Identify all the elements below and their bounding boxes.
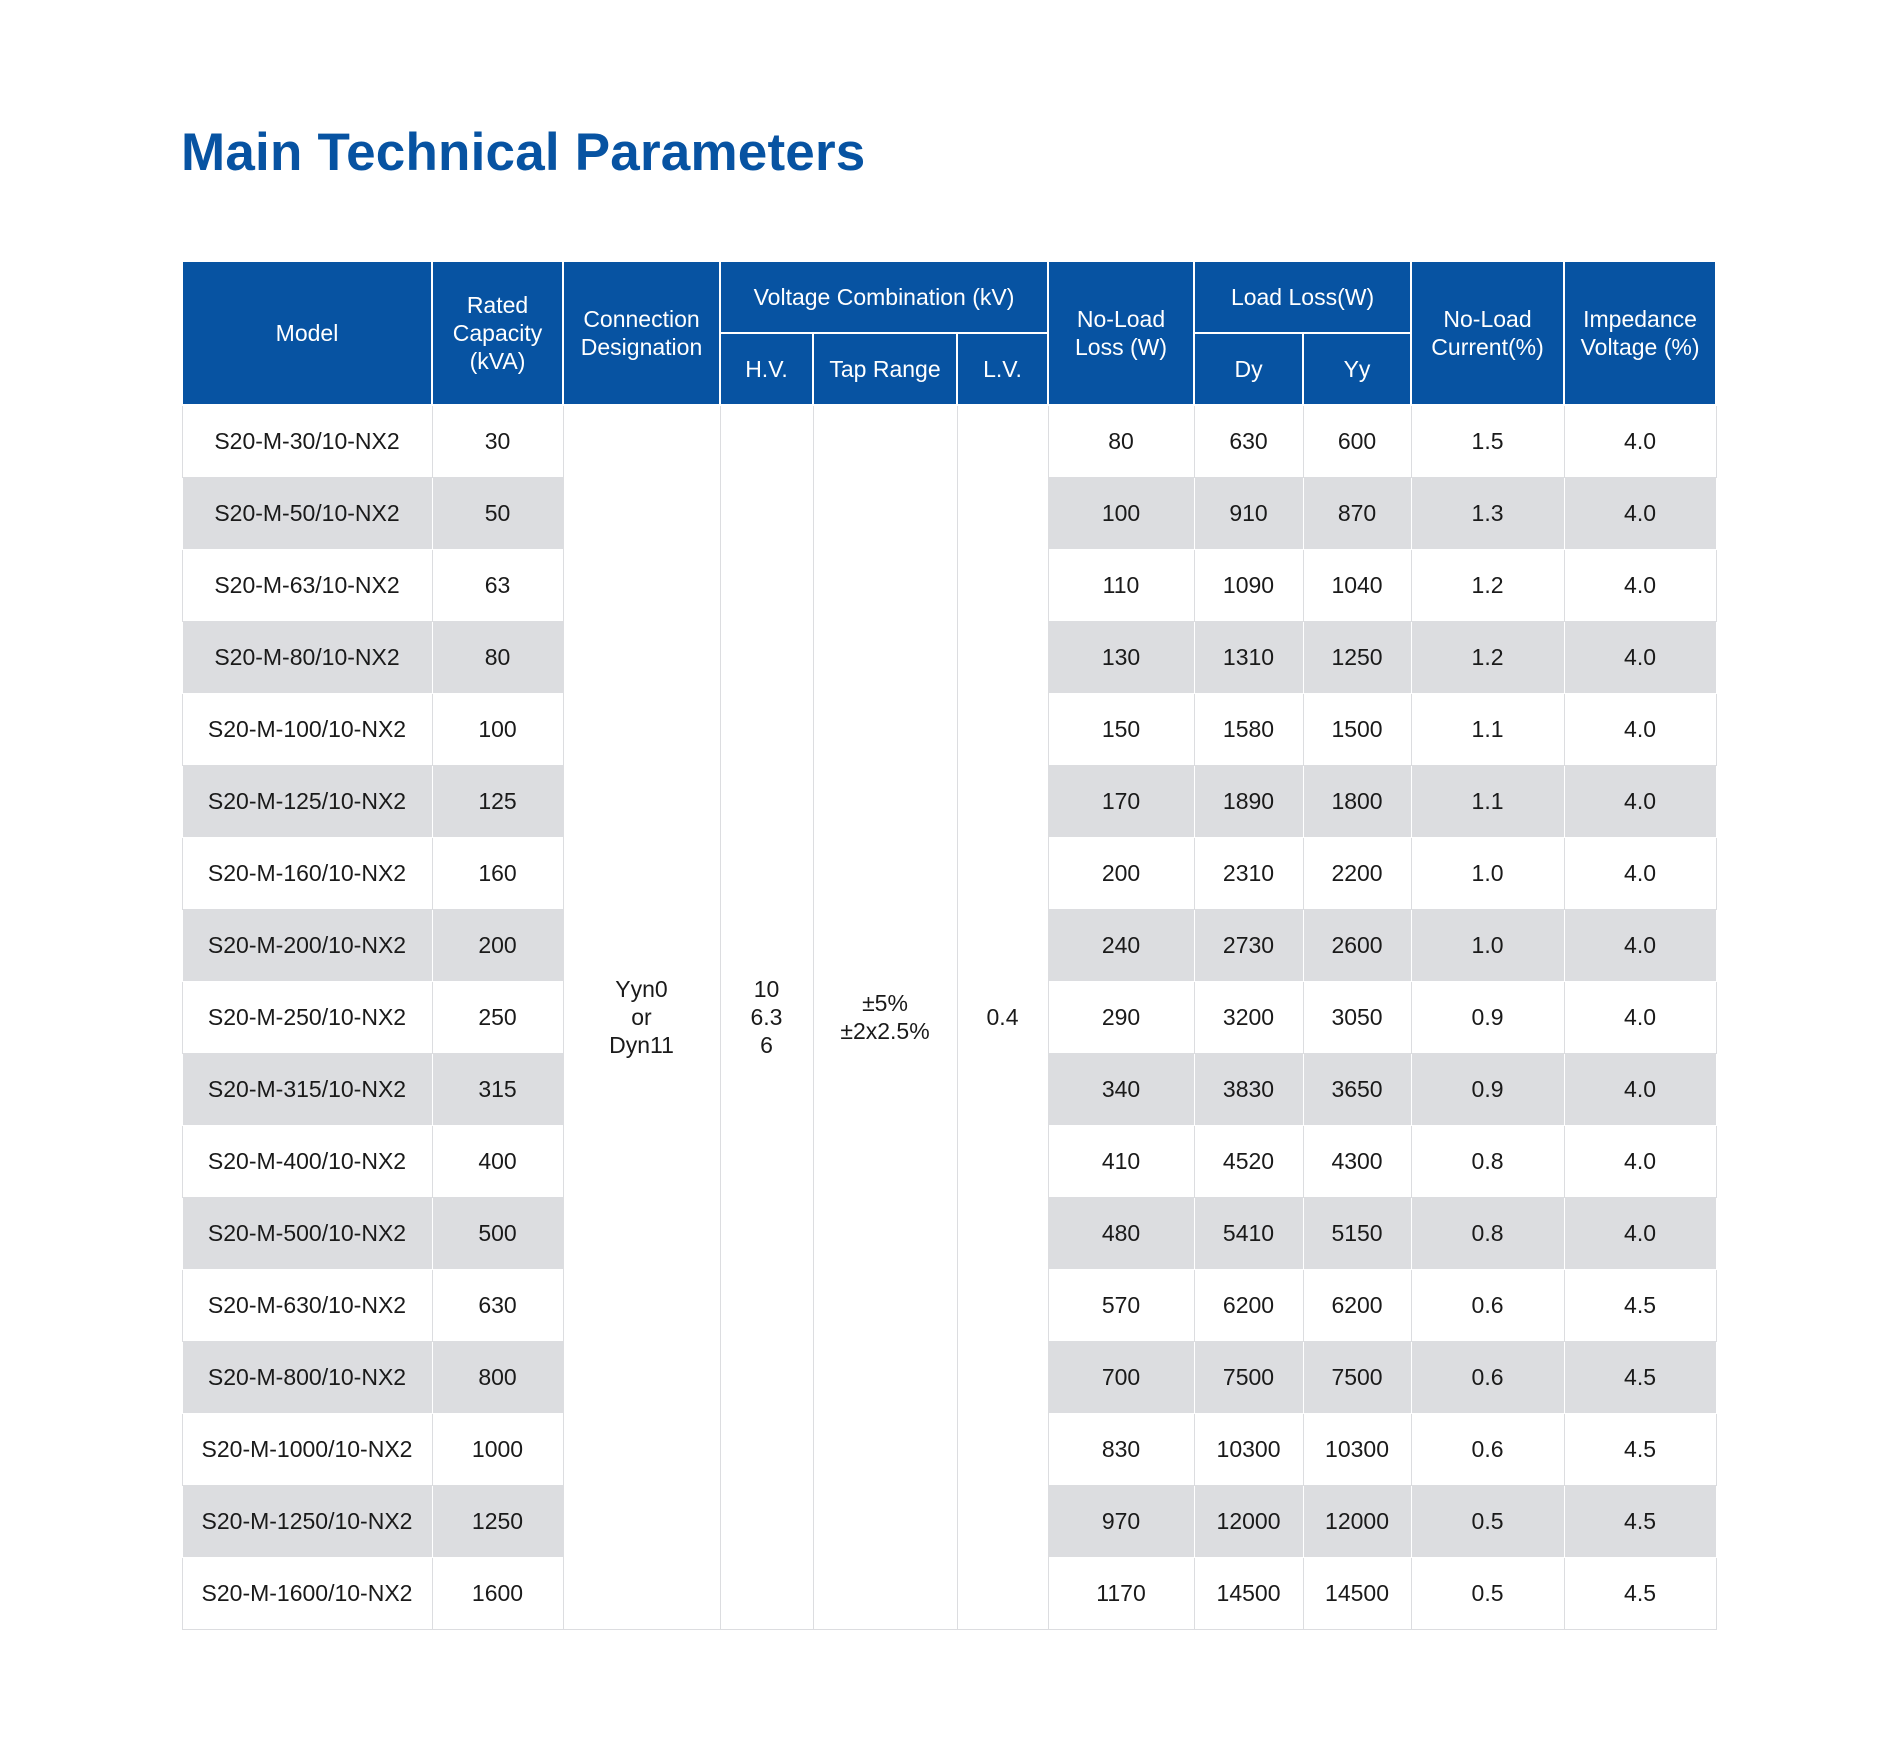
load-loss-yy-cell: 870: [1303, 477, 1411, 549]
no-load-current-cell: 0.8: [1411, 1125, 1564, 1197]
no-load-loss-cell: 830: [1048, 1413, 1194, 1485]
load-loss-dy-cell: 910: [1194, 477, 1303, 549]
lv-cell: 0.4: [957, 405, 1048, 1629]
header-rated-capacity-line: Rated: [466, 292, 529, 318]
impedance-voltage-cell: 4.0: [1564, 765, 1716, 837]
no-load-loss-cell: 200: [1048, 837, 1194, 909]
no-load-loss-cell: 130: [1048, 621, 1194, 693]
impedance-voltage-cell: 4.0: [1564, 621, 1716, 693]
impedance-voltage-cell: 4.5: [1564, 1341, 1716, 1413]
model-cell: S20-M-63/10-NX2: [182, 549, 432, 621]
model-cell: S20-M-160/10-NX2: [182, 837, 432, 909]
technical-parameters-table: [181, 260, 1717, 1630]
capacity-cell: 1600: [432, 1557, 563, 1629]
load-loss-yy-cell: 1250: [1303, 621, 1411, 693]
header-lv: L.V.: [957, 333, 1048, 405]
load-loss-dy-cell: 630: [1194, 405, 1303, 477]
load-loss-yy-cell: 4300: [1303, 1125, 1411, 1197]
load-loss-yy-cell: 600: [1303, 405, 1411, 477]
no-load-loss-cell: 150: [1048, 693, 1194, 765]
impedance-voltage-cell: 4.0: [1564, 981, 1716, 1053]
header-voltage-combination: Voltage Combination (kV): [720, 261, 1048, 333]
no-load-loss-cell: 110: [1048, 549, 1194, 621]
no-load-current-cell: 1.2: [1411, 621, 1564, 693]
model-cell: S20-M-125/10-NX2: [182, 765, 432, 837]
no-load-loss-cell: 1170: [1048, 1557, 1194, 1629]
capacity-cell: 100: [432, 693, 563, 765]
impedance-voltage-cell: 4.5: [1564, 1485, 1716, 1557]
load-loss-dy-cell: 5410: [1194, 1197, 1303, 1269]
model-cell: S20-M-630/10-NX2: [182, 1269, 432, 1341]
capacity-cell: 30: [432, 405, 563, 477]
load-loss-yy-cell: 1800: [1303, 765, 1411, 837]
no-load-current-cell: 1.1: [1411, 765, 1564, 837]
load-loss-dy-cell: 7500: [1194, 1341, 1303, 1413]
no-load-current-cell: 1.5: [1411, 405, 1564, 477]
table-row: [182, 405, 1716, 477]
model-cell: S20-M-800/10-NX2: [182, 1341, 432, 1413]
load-loss-dy-cell: 2310: [1194, 837, 1303, 909]
model-cell: S20-M-200/10-NX2: [182, 909, 432, 981]
load-loss-dy-cell: 4520: [1194, 1125, 1303, 1197]
table-body: [182, 405, 1716, 1629]
load-loss-yy-cell: 1040: [1303, 549, 1411, 621]
load-loss-yy-cell: 14500: [1303, 1557, 1411, 1629]
header-hv: H.V.: [720, 333, 813, 405]
impedance-voltage-cell: 4.5: [1564, 1557, 1716, 1629]
no-load-current-cell: 0.6: [1411, 1341, 1564, 1413]
no-load-current-cell: 0.5: [1411, 1557, 1564, 1629]
header-no-load-current-line: Current(%): [1431, 334, 1544, 360]
load-loss-yy-cell: 12000: [1303, 1485, 1411, 1557]
no-load-current-cell: 0.8: [1411, 1197, 1564, 1269]
model-cell: S20-M-100/10-NX2: [182, 693, 432, 765]
no-load-current-cell: 0.5: [1411, 1485, 1564, 1557]
load-loss-yy-cell: 3650: [1303, 1053, 1411, 1125]
header-impedance-line: Impedance: [1583, 306, 1697, 332]
no-load-loss-cell: 290: [1048, 981, 1194, 1053]
load-loss-dy-cell: 14500: [1194, 1557, 1303, 1629]
impedance-voltage-cell: 4.5: [1564, 1269, 1716, 1341]
connection-designation-cell-line: Yyn0: [615, 976, 668, 1003]
load-loss-yy-cell: 10300: [1303, 1413, 1411, 1485]
load-loss-dy-cell: 12000: [1194, 1485, 1303, 1557]
capacity-cell: 1000: [432, 1413, 563, 1485]
no-load-current-cell: 1.3: [1411, 477, 1564, 549]
model-cell: S20-M-1000/10-NX2: [182, 1413, 432, 1485]
tap-range-cell: [813, 405, 957, 1629]
impedance-voltage-cell: 4.0: [1564, 477, 1716, 549]
load-loss-dy-cell: 6200: [1194, 1269, 1303, 1341]
model-cell: S20-M-250/10-NX2: [182, 981, 432, 1053]
capacity-cell: 315: [432, 1053, 563, 1125]
no-load-loss-cell: 480: [1048, 1197, 1194, 1269]
impedance-voltage-cell: 4.0: [1564, 837, 1716, 909]
capacity-cell: 63: [432, 549, 563, 621]
hv-cell-line: 6: [760, 1032, 773, 1059]
load-loss-yy-cell: 1500: [1303, 693, 1411, 765]
no-load-current-cell: 1.0: [1411, 837, 1564, 909]
no-load-current-cell: 1.2: [1411, 549, 1564, 621]
model-cell: S20-M-400/10-NX2: [182, 1125, 432, 1197]
header-yy: Yy: [1303, 333, 1411, 405]
load-loss-dy-cell: 10300: [1194, 1413, 1303, 1485]
hv-cell-line: 10: [753, 976, 780, 1003]
header-impedance-voltage: [1564, 261, 1716, 405]
capacity-cell: 500: [432, 1197, 563, 1269]
impedance-voltage-cell: 4.5: [1564, 1413, 1716, 1485]
no-load-loss-cell: 570: [1048, 1269, 1194, 1341]
header-tap-range: Tap Range: [813, 333, 957, 405]
model-cell: S20-M-500/10-NX2: [182, 1197, 432, 1269]
capacity-cell: 630: [432, 1269, 563, 1341]
no-load-loss-cell: 100: [1048, 477, 1194, 549]
no-load-current-cell: 0.9: [1411, 981, 1564, 1053]
load-loss-yy-cell: 5150: [1303, 1197, 1411, 1269]
header-model: Model: [182, 261, 432, 405]
hv-cell: [720, 405, 813, 1629]
header-impedance-line: Voltage (%): [1580, 334, 1700, 360]
load-loss-dy-cell: 3830: [1194, 1053, 1303, 1125]
model-cell: S20-M-50/10-NX2: [182, 477, 432, 549]
header-dy: Dy: [1194, 333, 1303, 405]
capacity-cell: 400: [432, 1125, 563, 1197]
capacity-cell: 125: [432, 765, 563, 837]
impedance-voltage-cell: 4.0: [1564, 1125, 1716, 1197]
impedance-voltage-cell: 4.0: [1564, 1053, 1716, 1125]
header-load-loss: Load Loss(W): [1194, 261, 1411, 333]
impedance-voltage-cell: 4.0: [1564, 693, 1716, 765]
tap-range-cell-line: ±5%: [862, 990, 908, 1017]
capacity-cell: 50: [432, 477, 563, 549]
page-title: Main Technical Parameters: [181, 123, 866, 182]
no-load-loss-cell: 340: [1048, 1053, 1194, 1125]
capacity-cell: 250: [432, 981, 563, 1053]
header-connection-line: Designation: [580, 334, 703, 360]
no-load-current-cell: 0.9: [1411, 1053, 1564, 1125]
model-cell: S20-M-315/10-NX2: [182, 1053, 432, 1125]
capacity-cell: 200: [432, 909, 563, 981]
header-no-load-current-line: No-Load: [1443, 306, 1532, 332]
connection-designation-cell-line: or: [631, 1004, 652, 1031]
no-load-loss-cell: 700: [1048, 1341, 1194, 1413]
impedance-voltage-cell: 4.0: [1564, 549, 1716, 621]
no-load-loss-cell: 170: [1048, 765, 1194, 837]
no-load-loss-cell: 240: [1048, 909, 1194, 981]
load-loss-dy-cell: 1310: [1194, 621, 1303, 693]
impedance-voltage-cell: 4.0: [1564, 909, 1716, 981]
header-no-load-loss: [1048, 261, 1194, 405]
header-no-load-current: [1411, 261, 1564, 405]
header-rated-capacity-line: Capacity: [452, 320, 543, 346]
capacity-cell: 80: [432, 621, 563, 693]
header-rated-capacity: [432, 261, 563, 405]
load-loss-dy-cell: 2730: [1194, 909, 1303, 981]
model-cell: S20-M-80/10-NX2: [182, 621, 432, 693]
hv-cell-line: 6.3: [750, 1004, 783, 1031]
load-loss-yy-cell: 2600: [1303, 909, 1411, 981]
tap-range-cell-line: ±2x2.5%: [840, 1018, 930, 1045]
header-no-load-loss-line: Loss (W): [1075, 334, 1168, 360]
load-loss-yy-cell: 2200: [1303, 837, 1411, 909]
capacity-cell: 1250: [432, 1485, 563, 1557]
no-load-current-cell: 1.1: [1411, 693, 1564, 765]
connection-designation-cell-line: Dyn11: [609, 1032, 674, 1059]
model-cell: S20-M-30/10-NX2: [182, 405, 432, 477]
impedance-voltage-cell: 4.0: [1564, 1197, 1716, 1269]
load-loss-yy-cell: 3050: [1303, 981, 1411, 1053]
load-loss-dy-cell: 1890: [1194, 765, 1303, 837]
no-load-loss-cell: 410: [1048, 1125, 1194, 1197]
capacity-cell: 800: [432, 1341, 563, 1413]
load-loss-dy-cell: 1090: [1194, 549, 1303, 621]
model-cell: S20-M-1600/10-NX2: [182, 1557, 432, 1629]
header-connection-line: Connection: [583, 306, 700, 332]
no-load-current-cell: 1.0: [1411, 909, 1564, 981]
capacity-cell: 160: [432, 837, 563, 909]
no-load-loss-cell: 970: [1048, 1485, 1194, 1557]
load-loss-dy-cell: 1580: [1194, 693, 1303, 765]
impedance-voltage-cell: 4.0: [1564, 405, 1716, 477]
load-loss-dy-cell: 3200: [1194, 981, 1303, 1053]
header-no-load-loss-line: No-Load: [1076, 306, 1166, 332]
connection-designation-cell: [563, 405, 720, 1629]
model-cell: S20-M-1250/10-NX2: [182, 1485, 432, 1557]
no-load-current-cell: 0.6: [1411, 1269, 1564, 1341]
no-load-loss-cell: 80: [1048, 405, 1194, 477]
no-load-current-cell: 0.6: [1411, 1413, 1564, 1485]
header-rated-capacity-line: (kVA): [469, 348, 526, 374]
load-loss-yy-cell: 7500: [1303, 1341, 1411, 1413]
header-connection-designation: [563, 261, 720, 405]
load-loss-yy-cell: 6200: [1303, 1269, 1411, 1341]
